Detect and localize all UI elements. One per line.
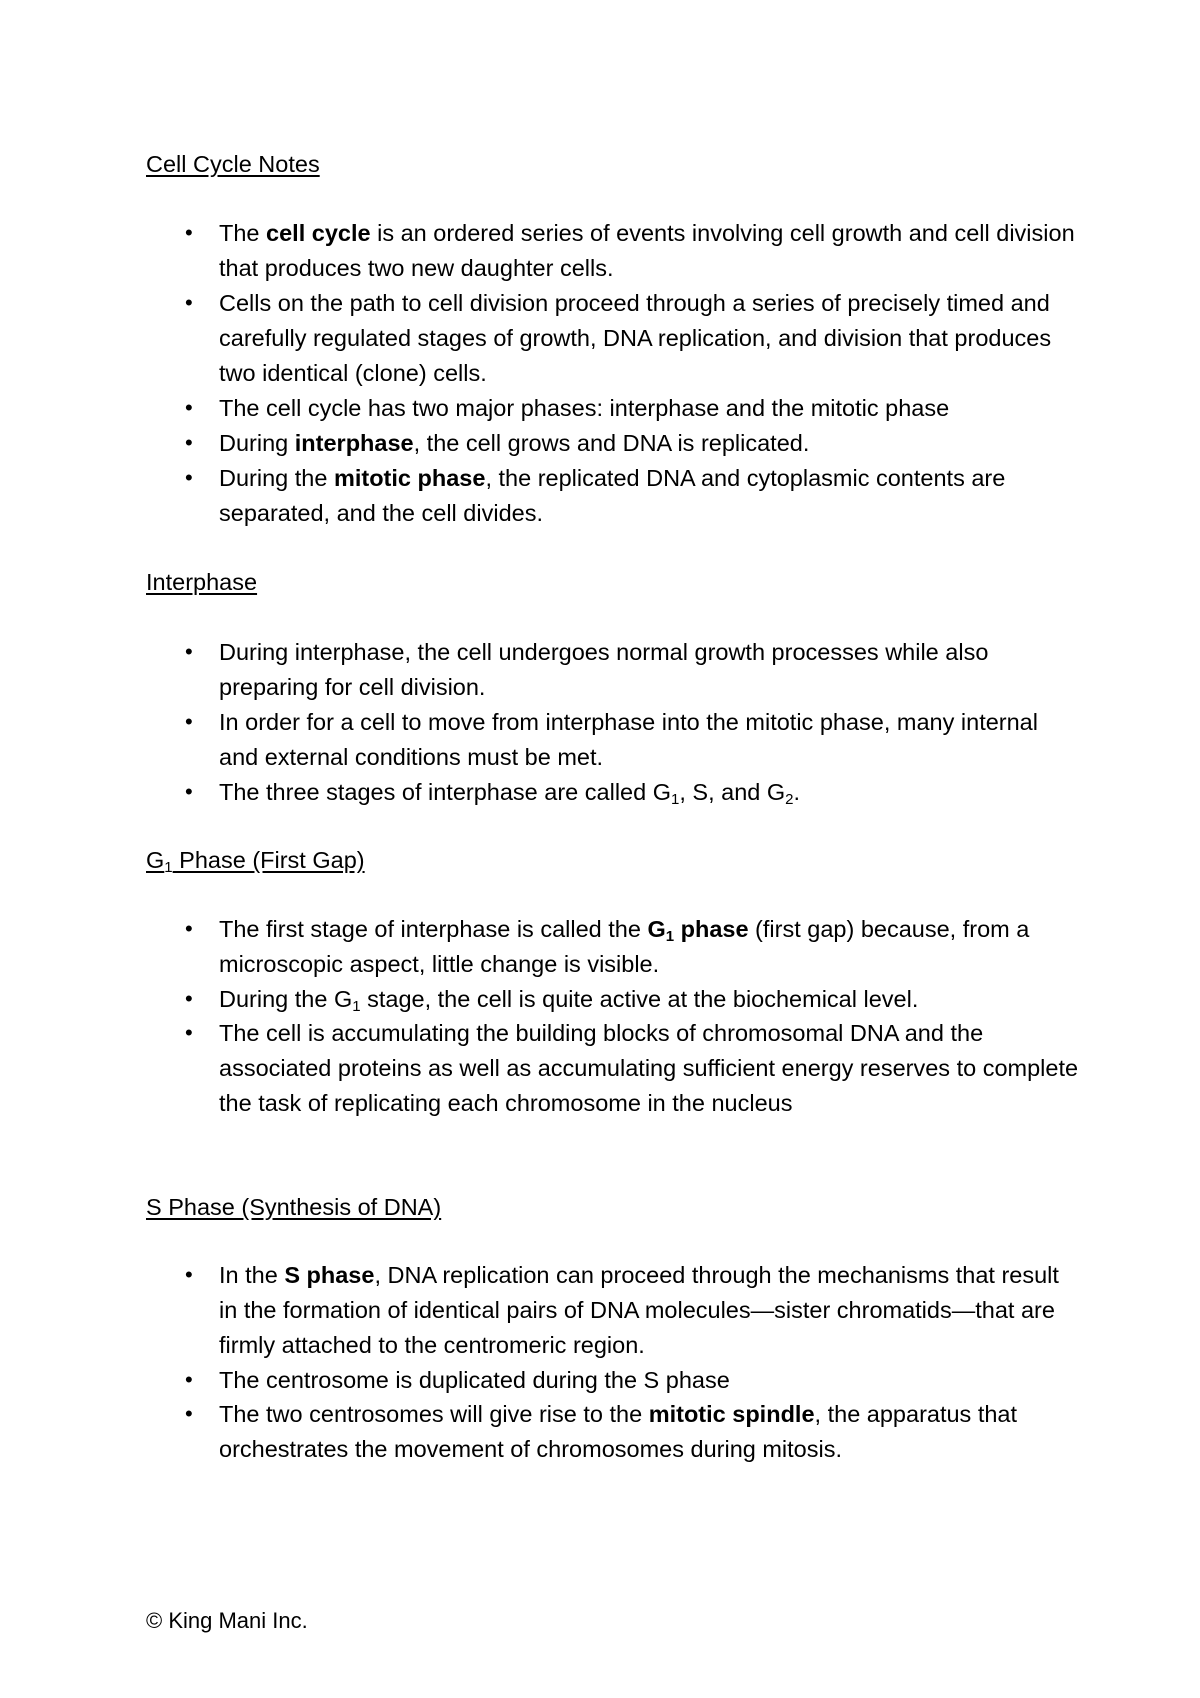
list-item: • The cell cycle is an ordered series of events involving cell growth and cell division that produces two new daughter cells. [219, 216, 1079, 286]
list-item: • Cells on the path to cell division proceed through a series of precisely timed and carefully regulated stages of growth, DNA replication, and division that produces two identical (clone) cells. [219, 286, 1079, 390]
list-item: • During interphase, the cell undergoes normal growth processes while also preparing for cell division. [219, 635, 1079, 705]
list-item: • The cell cycle has two major phases: interphase and the mitotic phase [219, 391, 1079, 426]
copyright-footer: © King Mani Inc. [146, 1608, 308, 1633]
list-item: • The first stage of interphase is called the $G_1$ phase (first gap) because, from a microscopic aspect, little change is visible. [219, 912, 1079, 982]
s-phase-heading: S Phase (Synthesis of DNA) [146, 1194, 442, 1220]
list-item: • During the mitotic phase, the replicated DNA and cytoplasmic contents are separated, and the cell divides. [219, 461, 1079, 531]
list-item: • The cell is accumulating the building blocks of chromosomal DNA and the associated proteins as well as accumulating sufficient energy reserves to complete the task of replicating each chromosome in the nucleus [219, 1016, 1079, 1120]
list-item: • During interphase, the cell grows and DNA is replicated. [219, 426, 1079, 461]
list-item: • In the S phase, DNA replication can proceed through the mechanisms that result in the formation of identical pairs of DNA molecules—sister chromatids—that are firmly attached to the centromeric region. [219, 1258, 1079, 1362]
list-item: • The two centrosomes will give rise to the mitotic spindle, the apparatus that orchestrates the movement of chromosomes during mitosis. [219, 1397, 1079, 1467]
list-item: • The three stages of interphase are called $G_1$, S, and $G_2$. [219, 775, 1079, 810]
list-item: • The centrosome is duplicated during the S phase [219, 1363, 1079, 1398]
g1-phase-heading: $G_1$ Phase (First Gap) [146, 847, 365, 876]
cell-cycle-notes-heading: Cell Cycle Notes [146, 151, 320, 177]
interphase-heading: Interphase [146, 569, 258, 595]
list-item: • In order for a cell to move from interphase into the mitotic phase, many internal and external conditions must be met. [219, 705, 1079, 775]
list-item: • During the $G_1$ stage, the cell is quite active at the biochemical level. [219, 982, 1079, 1017]
